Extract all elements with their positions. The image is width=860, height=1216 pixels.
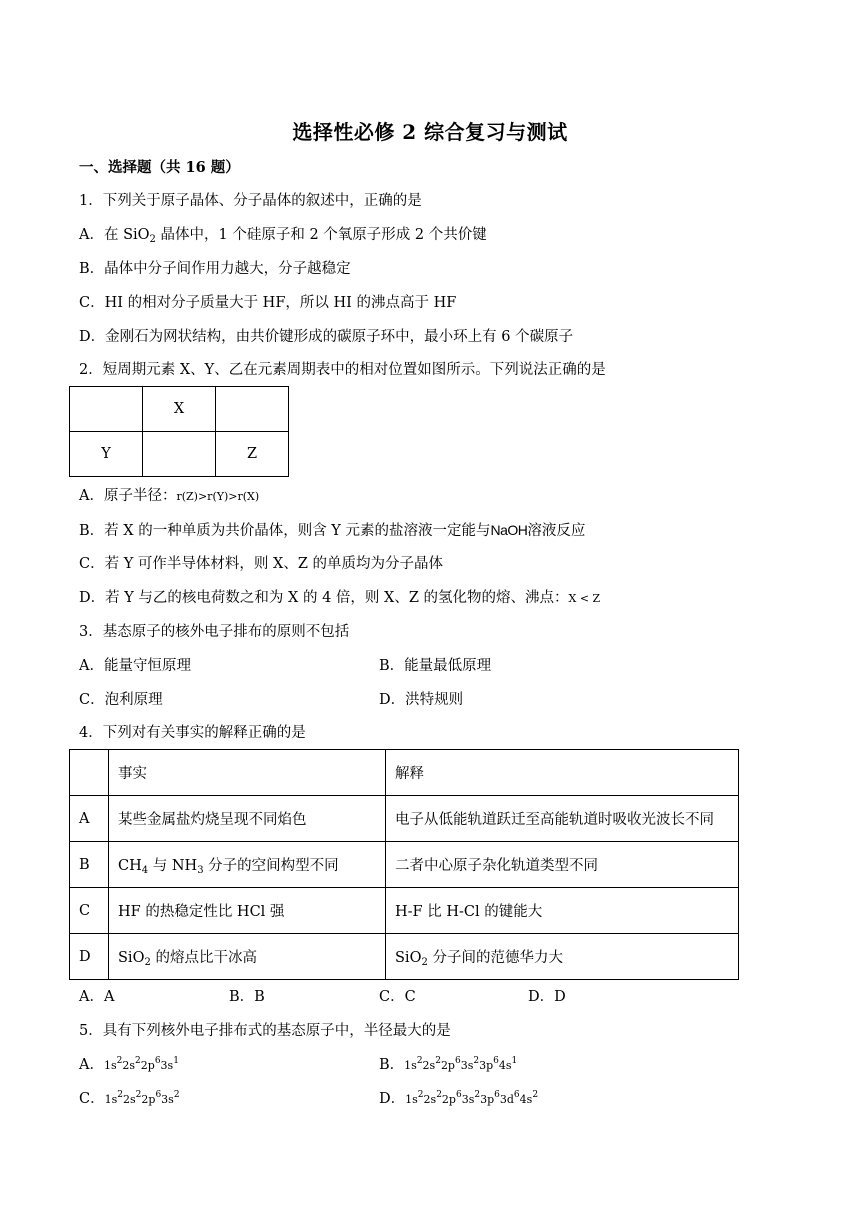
table-row (70, 888, 739, 934)
q3-option-b: B．能量最低原理 (379, 658, 492, 674)
q2-option-c: C．若 Y 可作半导体材料，则 X、Z 的单质均为分子晶体 (79, 556, 443, 572)
table-row (70, 796, 739, 842)
q5-option-a: A．$1s^22s^22p^63s^1$ (79, 1056, 179, 1073)
q3-option-a: A．能量守恒原理 (79, 658, 191, 674)
grid-cell: Z (216, 432, 289, 477)
header-cell (70, 750, 109, 796)
q3-stem: 3．基态原子的核外电子排布的原则不包括 (79, 624, 350, 640)
row-label: D (70, 934, 109, 980)
q2-option-b: B．若 X 的一种单质为共价晶体，则含 Y 元素的盐溶液一定能与NaOH溶液反应 (79, 522, 586, 539)
periodic-position-grid (69, 386, 289, 477)
q3-option-d: D．洪特规则 (379, 692, 464, 708)
xz-formula: X < Z (568, 592, 601, 605)
q1-stem: 1．下列关于原子晶体、分子晶体的叙述中，正确的是 (79, 193, 422, 209)
radius-formula: r(Z)>r(Y)>r(X) (176, 490, 260, 503)
facts-table (69, 749, 739, 980)
grid-cell (216, 387, 289, 432)
explain-cell: 电子从低能轨道跃迁至高能轨道时吸收光波长不同 (386, 796, 739, 842)
q3-option-c: C．泡利原理 (79, 692, 163, 708)
grid-cell (143, 432, 216, 477)
q4-stem: 4．下列对有关事实的解释正确的是 (79, 725, 306, 741)
row-label: B (70, 842, 109, 888)
table-row (70, 842, 739, 888)
row-label: C (70, 888, 109, 934)
section-heading: 一、选择题（共 16 题） (79, 159, 240, 176)
q1-option-a: A．在 SiO$_2$ 晶体中，1 个硅原子和 2 个氧原子形成 2 个共价键 (79, 227, 487, 245)
q2-option-a: A．原子半径：r(Z)>r(Y)>r(X) (79, 488, 260, 504)
q5-option-b: B．$1s^22s^22p^63s^23p^64s^1$ (379, 1056, 518, 1073)
header-cell: 事实 (109, 750, 386, 796)
q4-option-a: A．A (79, 989, 115, 1005)
q2-option-d: D．若 Y 与乙的核电荷数之和为 X 的 4 倍，则 X、Z 的氢化物的熔、沸点：X < Z (79, 590, 601, 606)
q1-option-b: B．晶体中分子间作用力越大，分子越稳定 (79, 261, 351, 277)
fact-cell: HF 的热稳定性比 HCl 强 (109, 888, 386, 934)
grid-cell (70, 387, 143, 432)
explain-cell: SiO$_2$ 分子间的范德华力大 (386, 934, 739, 980)
table-row (70, 934, 739, 980)
q5-option-d: D．$1s^22s^22p^63s^23p^63d^64s^2$ (379, 1090, 539, 1107)
naoh-formula: NaOH (490, 522, 528, 538)
q1-option-d: D．金刚石为网状结构，由共价键形成的碳原子环中，最小环上有 6 个碳原子 (79, 329, 574, 345)
grid-cell: Y (70, 432, 143, 477)
fact-cell: 某些金属盐灼烧呈现不同焰色 (109, 796, 386, 842)
q4-option-c: C．C (379, 989, 416, 1005)
q5-stem: 5．具有下列核外电子排布式的基态原子中，半径最大的是 (79, 1023, 451, 1039)
q2-stem: 2．短周期元素 X、Y、乙在元素周期表中的相对位置如图所示。下列说法正确的是 (79, 362, 606, 378)
explain-cell: 二者中心原子杂化轨道类型不同 (386, 842, 739, 888)
fact-cell: $CH_4$ 与 $NH_3$ 分子的空间构型不同 (109, 842, 386, 888)
table-header-row (70, 750, 739, 796)
q5-option-c: C．$1s^22s^22p^63s^2$ (79, 1090, 180, 1107)
q4-option-b: B．B (229, 989, 265, 1005)
header-cell: 解释 (386, 750, 739, 796)
page-title: 选择性必修 2 综合复习与测试 (292, 120, 568, 144)
explain-cell: H-F 比 H-Cl 的键能大 (386, 888, 739, 934)
row-label: A (70, 796, 109, 842)
q4-option-d: D．D (528, 989, 566, 1005)
q1-option-c: C．HI 的相对分子质量大于 HF，所以 HI 的沸点高于 HF (79, 295, 457, 311)
fact-cell: SiO$_2$ 的熔点比干冰高 (109, 934, 386, 980)
grid-cell: X (143, 387, 216, 432)
